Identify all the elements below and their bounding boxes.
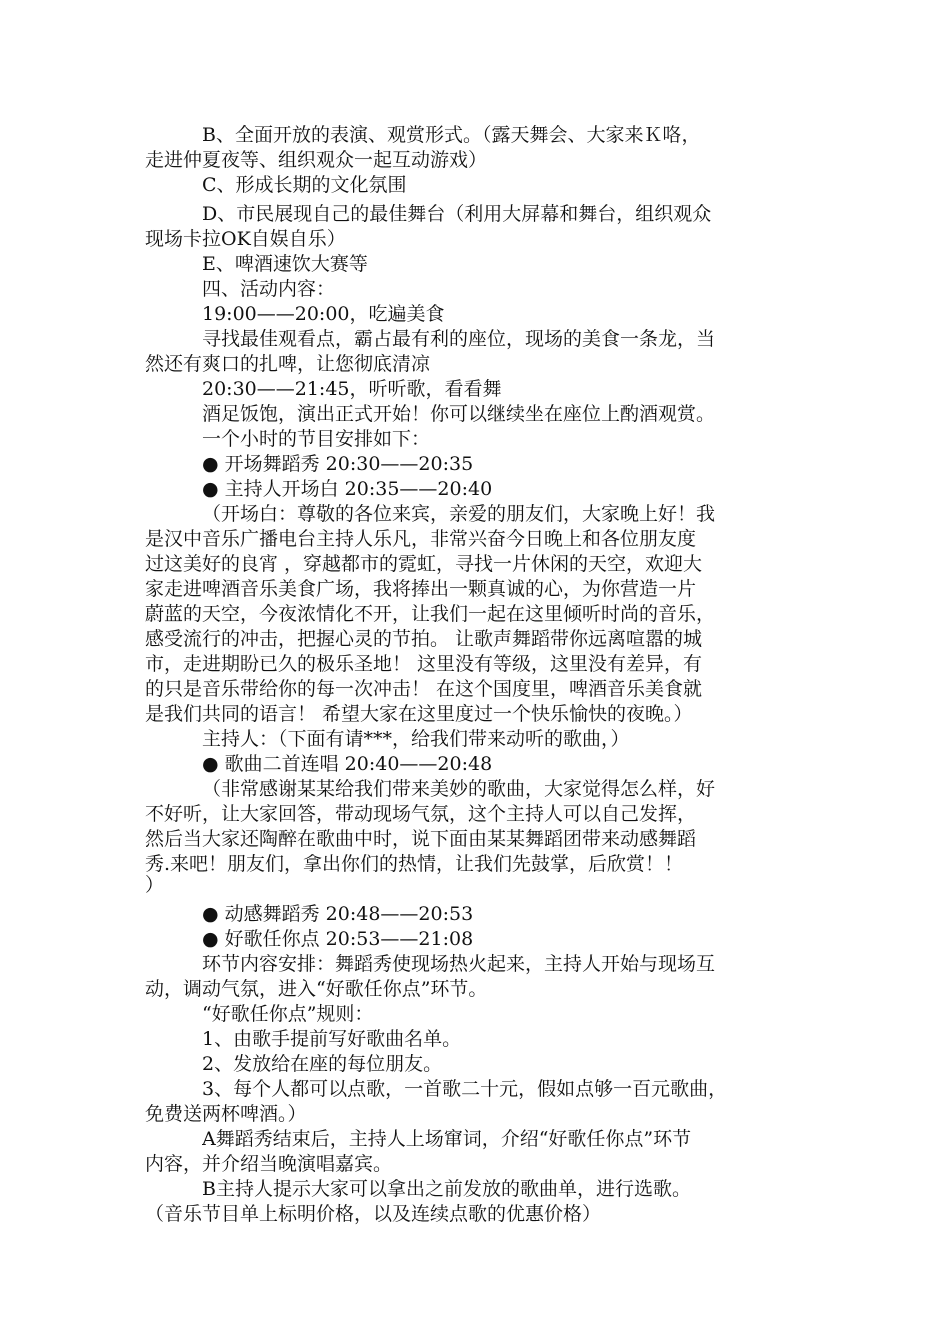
schedule-time: 19:00——20:00，吃遍美食 (202, 303, 445, 325)
text-line: 环节内容安排：舞蹈秀使现场热火起来，主持人开始与现场互 (202, 953, 716, 975)
list-item: 2、发放给在座的每位朋友。 (202, 1053, 443, 1075)
text-line: 酒足饭饱，演出正式开始！你可以继续坐在座位上酌酒观赏。 (202, 403, 716, 425)
text-line: 过这美好的良宵 ，穿越都市的霓虹，寻找一片休闲的天空，欢迎大 (145, 553, 703, 575)
bullet-item: ● 动感舞蹈秀 20:48——20:53 (202, 903, 474, 925)
text-line: 主持人：（下面有请***，给我们带来动听的歌曲，） (202, 728, 630, 750)
text-line: 不好听，让大家回答，带动现场气氛，这个主持人可以自己发挥， (145, 803, 697, 825)
text-line: A舞蹈秀结束后，主持人上场窜词，介绍“好歌任你点”环节 (202, 1128, 692, 1150)
text-line: 走进仲夏夜等、组织观众一起互动游戏） (145, 149, 488, 171)
section-heading: 四、活动内容： (202, 278, 336, 300)
text-line: 家走进啤酒音乐美食广场，我将捧出一颗真诚的心，为你营造一片 (145, 578, 697, 600)
text-line: “好歌任你点”规则： (202, 1003, 374, 1025)
text-line: 内容，并介绍当晚演唱嘉宾。 (145, 1153, 393, 1175)
text-line: （非常感谢某某给我们带来美妙的歌曲，大家觉得怎么样，好 (202, 778, 716, 800)
text-line: 蔚蓝的天空，今夜浓情化不开，让我们一起在这里倾听时尚的音乐， (145, 603, 716, 625)
bullet-item: ● 歌曲二首连唱 20:40——20:48 (202, 753, 493, 775)
bullet-item: ● 开场舞蹈秀 20:30——20:35 (202, 453, 474, 475)
text-line: 市，走进期盼已久的极乐圣地！ 这里没有等级，这里没有差异，有 (145, 653, 703, 675)
text-line: 然还有爽口的扎啤，让您彻底清凉 (145, 353, 431, 375)
text-line: 秀.来吧！朋友们，拿出你们的热情，让我们先鼓掌，后欣赏！！ (145, 853, 684, 875)
text-line: （音乐节目单上标明价格，以及连续点歌的优惠价格） (145, 1203, 602, 1225)
schedule-time: 20:30——21:45，听听歌，看看舞 (202, 378, 502, 400)
text-line: B、全面开放的表演、观赏形式。（露天舞会、大家来Ｋ咯， (202, 124, 701, 146)
text-line: 动，调动气氛，进入“好歌任你点”环节。 (145, 978, 488, 1000)
list-item: 1、由歌手提前写好歌曲名单。 (202, 1028, 462, 1050)
text-line: 的只是音乐带给你的每一次冲击！ 在这个国度里，啤酒音乐美食就 (145, 678, 703, 700)
text-line: D、市民展现自己的最佳舞台（利用大屏幕和舞台，组织观众 (202, 203, 712, 225)
text-line: 一个小时的节目安排如下： (202, 428, 431, 450)
text-line: 免费送两杯啤酒。） (145, 1103, 307, 1125)
list-item: 3、每个人都可以点歌，一首歌二十元，假如点够一百元歌曲， (202, 1078, 728, 1100)
text-line: 现场卡拉OK自娱自乐） (145, 228, 346, 250)
text-line: 感受流行的冲击，把握心灵的节拍。 让歌声舞蹈带你远离喧嚣的城 (145, 628, 703, 650)
text-line: ） (145, 874, 165, 896)
text-line: E、啤酒速饮大赛等 (202, 253, 368, 275)
text-line: C、形成长期的文化氛围 (202, 174, 407, 196)
text-line: B主持人提示大家可以拿出之前发放的歌曲单，进行选歌。 (202, 1178, 691, 1200)
text-line: 寻找最佳观看点，霸占最有利的座位，现场的美食一条龙，当 (202, 328, 716, 350)
text-line: 是我们共同的语言！ 希望大家在这里度过一个快乐愉快的夜晚。） (145, 703, 693, 725)
bullet-item: ● 主持人开场白 20:35——20:40 (202, 478, 493, 500)
text-line: 是汉中音乐广播电台主持人乐凡，非常兴奋今日晚上和各位朋友度 (145, 528, 697, 550)
text-line: （开场白：尊敬的各位来宾，亲爱的朋友们，大家晚上好！我 (202, 503, 716, 525)
bullet-item: ● 好歌任你点 20:53——21:08 (202, 928, 474, 950)
text-line: 然后当大家还陶醉在歌曲中时，说下面由某某舞蹈团带来动感舞蹈 (145, 828, 697, 850)
